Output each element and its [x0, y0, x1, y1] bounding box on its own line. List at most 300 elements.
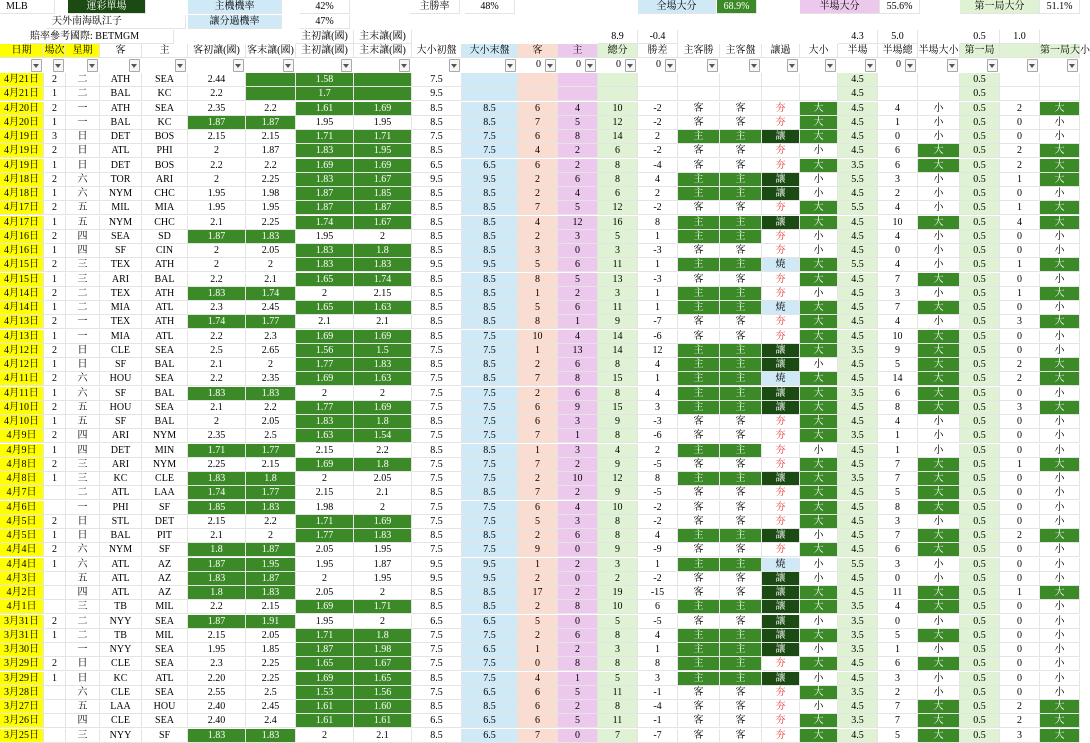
cell-away-score[interactable]: 7 [518, 201, 558, 215]
cell-date[interactable]: 4月14日 [0, 287, 44, 301]
cell-ou-result[interactable]: 小 [800, 672, 838, 686]
cell-half-line[interactable]: 5.5 [838, 258, 878, 272]
cell-total[interactable]: 13 [598, 273, 638, 287]
cell-away[interactable]: CLE [100, 714, 142, 728]
cell-total[interactable] [598, 87, 638, 101]
cell-win[interactable]: 客 [678, 102, 720, 116]
cell-home-score[interactable]: 1 [558, 315, 598, 329]
cell-spread-result[interactable]: 夯 [762, 700, 800, 714]
cell-cover[interactable]: 客 [720, 315, 762, 329]
cell-first-line[interactable]: 0.5 [960, 187, 1000, 201]
cell-away-init[interactable]: 2 [188, 144, 246, 158]
cell-home-close[interactable]: 1.85 [354, 187, 412, 201]
cell-date[interactable]: 4月19日 [0, 144, 44, 158]
cell-away-init[interactable]: 2 [188, 415, 246, 429]
cell-first-line[interactable]: 0.5 [960, 258, 1000, 272]
cell-weekday[interactable]: 二 [66, 615, 100, 629]
cell-win[interactable]: 主 [678, 600, 720, 614]
cell-ou-init[interactable]: 8.5 [412, 600, 462, 614]
cell-game[interactable]: 1 [44, 629, 66, 643]
cell-home-score[interactable]: 8 [558, 600, 598, 614]
cell-ou-result[interactable]: 小 [800, 358, 838, 372]
cell-date[interactable]: 4月18日 [0, 173, 44, 187]
cell-diff[interactable]: 4 [638, 629, 678, 643]
filter-button-date[interactable] [31, 59, 42, 72]
cell-first-line[interactable]: 0.5 [960, 102, 1000, 116]
cell-home-close[interactable]: 1.95 [354, 543, 412, 557]
cell-away-close[interactable]: 1.74 [246, 287, 296, 301]
cell-game[interactable]: 1 [44, 273, 66, 287]
cell-away[interactable]: MIL [100, 201, 142, 215]
cell-first-total[interactable]: 1 [1000, 201, 1040, 215]
cell-away[interactable]: BAL [100, 529, 142, 543]
cell-ou-result[interactable]: 大 [800, 201, 838, 215]
cell-home-close[interactable]: 2 [354, 501, 412, 515]
cell-diff[interactable] [638, 73, 678, 87]
cell-spread-result[interactable]: 讓 [762, 358, 800, 372]
cell-away-close[interactable]: 2.2 [246, 515, 296, 529]
cell-first-line[interactable]: 0.5 [960, 543, 1000, 557]
cell-home-score[interactable]: 2 [558, 486, 598, 500]
cell-ou-close[interactable]: 8.5 [462, 287, 518, 301]
cell-spread-result[interactable]: 讓 [762, 187, 800, 201]
cell-home[interactable]: SEA [142, 102, 188, 116]
cell-half-total[interactable]: 5 [878, 486, 918, 500]
cell-cover[interactable]: 主 [720, 401, 762, 415]
cell-away[interactable]: MIA [100, 301, 142, 315]
cell-win[interactable]: 主 [678, 387, 720, 401]
cell-ou-result[interactable]: 小 [800, 244, 838, 258]
cell-home[interactable]: DET [142, 515, 188, 529]
cell-away-init[interactable]: 2.2 [188, 87, 246, 101]
cell-half-ou[interactable]: 大 [918, 543, 960, 557]
cell-cover[interactable]: 客 [720, 330, 762, 344]
cell-ou-result[interactable]: 大 [800, 344, 838, 358]
cell-first-ou[interactable]: 大 [1040, 729, 1080, 743]
cell-win[interactable]: 客 [678, 515, 720, 529]
cell-total[interactable]: 8 [598, 529, 638, 543]
cell-home-close[interactable]: 1.60 [354, 700, 412, 714]
cell-game[interactable]: 1 [44, 415, 66, 429]
cell-ou-close[interactable]: 6.5 [462, 643, 518, 657]
cell-ou-result[interactable]: 大 [800, 258, 838, 272]
cell-first-ou[interactable]: 大 [1040, 714, 1080, 728]
cell-weekday[interactable]: 一 [66, 330, 100, 344]
cell-spread-result[interactable]: 焼 [762, 372, 800, 386]
cell-ou-result[interactable]: 大 [800, 543, 838, 557]
cell-home-init[interactable]: 2 [296, 387, 354, 401]
cell-date[interactable]: 4月11日 [0, 387, 44, 401]
cell-away[interactable]: MIA [100, 330, 142, 344]
cell-spread-result[interactable]: 夯 [762, 287, 800, 301]
cell-home-close[interactable] [354, 73, 412, 87]
cell-away-score[interactable]: 7 [518, 458, 558, 472]
cell-away-close[interactable]: 1.85 [246, 643, 296, 657]
cell-diff[interactable]: -1 [638, 714, 678, 728]
cell-date[interactable]: 4月20日 [0, 116, 44, 130]
cell-weekday[interactable]: 六 [66, 558, 100, 572]
cell-total[interactable]: 12 [598, 116, 638, 130]
cell-date[interactable]: 4月13日 [0, 330, 44, 344]
cell-home-init[interactable]: 2.05 [296, 543, 354, 557]
cell-home-score[interactable]: 4 [558, 330, 598, 344]
cell-home-close[interactable]: 1.67 [354, 657, 412, 671]
cell-ou-close[interactable]: 8.5 [462, 301, 518, 315]
cell-date[interactable]: 4月12日 [0, 358, 44, 372]
cell-half-ou[interactable]: 小 [918, 572, 960, 586]
cell-first-total[interactable]: 2 [1000, 102, 1040, 116]
cell-weekday[interactable]: 五 [66, 572, 100, 586]
cell-half-line[interactable]: 4.5 [838, 216, 878, 230]
cell-away-init[interactable]: 2.25 [188, 458, 246, 472]
cell-ou-result[interactable]: 大 [800, 330, 838, 344]
cell-half-ou[interactable]: 小 [918, 187, 960, 201]
cell-ou-close[interactable]: 8.5 [462, 187, 518, 201]
header-half-total[interactable]: 半場總 [878, 44, 918, 58]
cell-home-init[interactable]: 1.83 [296, 144, 354, 158]
cell-home-init[interactable]: 1.71 [296, 130, 354, 144]
cell-home-score[interactable] [558, 87, 598, 101]
cell-home-close[interactable]: 1.8 [354, 415, 412, 429]
cell-away[interactable]: TB [100, 629, 142, 643]
cell-first-ou[interactable]: 大 [1040, 102, 1080, 116]
cell-ou-init[interactable]: 7.5 [412, 401, 462, 415]
cell-away[interactable]: ARI [100, 458, 142, 472]
header-home[interactable]: 主 [142, 44, 188, 58]
cell-weekday[interactable]: 四 [66, 429, 100, 443]
cell-half-line[interactable]: 3.5 [838, 600, 878, 614]
cell-first-ou[interactable]: 小 [1040, 572, 1080, 586]
cell-date[interactable]: 4月3日 [0, 572, 44, 586]
cell-half-ou[interactable]: 大 [918, 401, 960, 415]
cell-total[interactable]: 11 [598, 686, 638, 700]
cell-home-init[interactable]: 1.87 [296, 201, 354, 215]
cell-win[interactable]: 客 [678, 586, 720, 600]
cell-weekday[interactable]: 二 [66, 301, 100, 315]
cell-ou-result[interactable]: 小 [800, 643, 838, 657]
cell-spread-result[interactable]: 焼 [762, 558, 800, 572]
header-first-total[interactable] [1000, 44, 1040, 58]
cell-first-line[interactable]: 0.5 [960, 230, 1000, 244]
cell-ou-init[interactable]: 8.5 [412, 586, 462, 600]
cell-spread-result[interactable]: 夯 [762, 486, 800, 500]
cell-half-total[interactable]: 3 [878, 287, 918, 301]
cell-first-ou[interactable]: 小 [1040, 415, 1080, 429]
cell-spread-result[interactable]: 夯 [762, 729, 800, 743]
cell-ou-close[interactable]: 7.5 [462, 344, 518, 358]
cell-date[interactable]: 4月14日 [0, 301, 44, 315]
cell-away-score[interactable]: 6 [518, 501, 558, 515]
cell-spread-result[interactable]: 讓 [762, 387, 800, 401]
cell-first-total[interactable]: 0 [1000, 486, 1040, 500]
cell-away[interactable]: KC [100, 472, 142, 486]
cell-first-total[interactable] [1000, 87, 1040, 101]
cell-diff[interactable]: 1 [638, 643, 678, 657]
cell-first-total[interactable]: 0 [1000, 672, 1040, 686]
cell-home[interactable]: SEA [142, 344, 188, 358]
cell-first-total[interactable]: 0 [1000, 187, 1040, 201]
cell-first-total[interactable]: 0 [1000, 116, 1040, 130]
header-away-init[interactable]: 客初讓(國) [188, 44, 246, 58]
cell-away-close[interactable]: 2.25 [246, 672, 296, 686]
cell-game[interactable]: 1 [44, 387, 66, 401]
cell-away-init[interactable]: 2.40 [188, 700, 246, 714]
cell-ou-close[interactable]: 7.5 [462, 401, 518, 415]
cell-home-score[interactable] [558, 73, 598, 87]
cell-date[interactable]: 4月15日 [0, 273, 44, 287]
cell-ou-result[interactable]: 大 [800, 301, 838, 315]
cell-half-total[interactable]: 0 [878, 572, 918, 586]
cell-first-line[interactable]: 0.5 [960, 287, 1000, 301]
cell-half-ou[interactable]: 大 [918, 486, 960, 500]
cell-home-close[interactable]: 1.69 [354, 330, 412, 344]
cell-date[interactable]: 4月19日 [0, 159, 44, 173]
cell-cover[interactable]: 客 [720, 144, 762, 158]
filter-button-ou-result[interactable] [825, 59, 836, 72]
cell-home[interactable]: ARI [142, 173, 188, 187]
cell-spread-result[interactable]: 夯 [762, 444, 800, 458]
cell-spread-result[interactable]: 夯 [762, 201, 800, 215]
cell-ou-init[interactable]: 8.5 [412, 102, 462, 116]
cell-total[interactable]: 6 [598, 187, 638, 201]
cell-first-line[interactable]: 0.5 [960, 130, 1000, 144]
cell-diff[interactable]: -2 [638, 501, 678, 515]
cell-first-total[interactable]: 1 [1000, 287, 1040, 301]
cell-away-init[interactable]: 2.2 [188, 372, 246, 386]
cell-home-score[interactable]: 0 [558, 572, 598, 586]
cell-total[interactable]: 9 [598, 415, 638, 429]
cell-weekday[interactable]: 日 [66, 130, 100, 144]
cell-win[interactable]: 主 [678, 358, 720, 372]
cell-ou-result[interactable]: 大 [800, 387, 838, 401]
cell-half-total[interactable] [878, 73, 918, 87]
cell-home[interactable]: SEA [142, 615, 188, 629]
cell-cover[interactable]: 主 [720, 216, 762, 230]
cell-home-close[interactable]: 1.8 [354, 629, 412, 643]
cell-diff[interactable]: 4 [638, 387, 678, 401]
cell-weekday[interactable]: 五 [66, 700, 100, 714]
cell-spread-result[interactable]: 讓 [762, 216, 800, 230]
cell-cover[interactable]: 客 [720, 501, 762, 515]
cell-half-line[interactable]: 3.5 [838, 629, 878, 643]
cell-date[interactable]: 4月4日 [0, 543, 44, 557]
cell-game[interactable] [44, 714, 66, 728]
cell-ou-result[interactable]: 大 [800, 415, 838, 429]
cell-ou-init[interactable]: 6.5 [412, 159, 462, 173]
cell-ou-init[interactable]: 9.5 [412, 258, 462, 272]
cell-home-score[interactable]: 6 [558, 358, 598, 372]
cell-away[interactable]: KC [100, 672, 142, 686]
cell-home-score[interactable]: 1 [558, 672, 598, 686]
cell-diff[interactable]: 2 [638, 130, 678, 144]
cell-ou-result[interactable]: 大 [800, 102, 838, 116]
cell-ou-init[interactable]: 8.5 [412, 729, 462, 743]
cell-ou-init[interactable]: 6.5 [412, 615, 462, 629]
header-diff[interactable]: 勝差 [638, 44, 678, 58]
cell-first-ou[interactable]: 大 [1040, 159, 1080, 173]
cell-first-ou[interactable]: 小 [1040, 444, 1080, 458]
cell-half-ou[interactable]: 大 [918, 330, 960, 344]
cell-diff[interactable]: 1 [638, 301, 678, 315]
cell-half-line[interactable]: 4.5 [838, 315, 878, 329]
cell-spread-result[interactable]: 夯 [762, 657, 800, 671]
cell-home-init[interactable]: 1.83 [296, 258, 354, 272]
cell-home-init[interactable]: 1.63 [296, 429, 354, 443]
cell-game[interactable]: 1 [44, 330, 66, 344]
cell-half-total[interactable]: 14 [878, 372, 918, 386]
cell-win[interactable]: 客 [678, 700, 720, 714]
cell-away-close[interactable]: 1.83 [246, 230, 296, 244]
cell-cover[interactable]: 客 [720, 201, 762, 215]
cell-half-line[interactable]: 3.5 [838, 643, 878, 657]
cell-first-ou[interactable]: 小 [1040, 686, 1080, 700]
cell-win[interactable]: 客 [678, 201, 720, 215]
cell-away-score[interactable]: 6 [518, 401, 558, 415]
cell-cover[interactable]: 客 [720, 415, 762, 429]
cell-half-line[interactable]: 3.5 [838, 387, 878, 401]
cell-away-close[interactable]: 1.77 [246, 315, 296, 329]
cell-first-line[interactable]: 0.5 [960, 700, 1000, 714]
cell-home-init[interactable]: 1.77 [296, 529, 354, 543]
cell-home-score[interactable]: 9 [558, 401, 598, 415]
cell-home-close[interactable]: 2.15 [354, 287, 412, 301]
cell-win[interactable]: 客 [678, 330, 720, 344]
header-away-close[interactable]: 客末讓(國) [246, 44, 296, 58]
cell-total[interactable]: 11 [598, 301, 638, 315]
cell-away[interactable]: STL [100, 515, 142, 529]
cell-cover[interactable]: 客 [720, 586, 762, 600]
cell-total[interactable]: 16 [598, 216, 638, 230]
cell-first-ou[interactable]: 小 [1040, 116, 1080, 130]
cell-home-close[interactable]: 1.8 [354, 244, 412, 258]
cell-game[interactable] [44, 586, 66, 600]
cell-away-init[interactable]: 2.2 [188, 273, 246, 287]
cell-away[interactable]: DET [100, 444, 142, 458]
cell-first-line[interactable]: 0.5 [960, 273, 1000, 287]
cell-first-total[interactable]: 0 [1000, 472, 1040, 486]
cell-diff[interactable]: -2 [638, 201, 678, 215]
cell-diff[interactable]: 1 [638, 287, 678, 301]
cell-half-line[interactable]: 4.5 [838, 657, 878, 671]
cell-first-total[interactable]: 3 [1000, 729, 1040, 743]
cell-ou-result[interactable]: 大 [800, 372, 838, 386]
cell-home-close[interactable]: 1.56 [354, 686, 412, 700]
cell-away-score[interactable]: 4 [518, 144, 558, 158]
cell-away[interactable]: TEX [100, 315, 142, 329]
header-first-ou[interactable]: 第一局大小 [1040, 45, 1090, 56]
cell-total[interactable]: 9 [598, 458, 638, 472]
cell-home-close[interactable]: 1.83 [354, 529, 412, 543]
cell-date[interactable]: 3月30日 [0, 643, 44, 657]
cell-ou-init[interactable]: 7.5 [412, 130, 462, 144]
cell-away-init[interactable]: 1.87 [188, 116, 246, 130]
cell-spread-result[interactable]: 夯 [762, 159, 800, 173]
cell-ou-close[interactable]: 7.5 [462, 657, 518, 671]
cell-away[interactable]: ATL [100, 558, 142, 572]
cell-half-line[interactable]: 5.5 [838, 558, 878, 572]
cell-half-ou[interactable]: 小 [918, 258, 960, 272]
cell-diff[interactable]: 4 [638, 358, 678, 372]
cell-half-total[interactable]: 5 [878, 358, 918, 372]
cell-win[interactable]: 主 [678, 130, 720, 144]
cell-home-close[interactable]: 1.65 [354, 672, 412, 686]
cell-home-score[interactable]: 1 [558, 429, 598, 443]
cell-home-score[interactable]: 6 [558, 301, 598, 315]
cell-away-close[interactable]: 2.25 [246, 173, 296, 187]
cell-spread-result[interactable]: 夯 [762, 429, 800, 443]
cell-ou-result[interactable]: 小 [800, 230, 838, 244]
cell-total[interactable]: 10 [598, 600, 638, 614]
cell-first-line[interactable]: 0.5 [960, 714, 1000, 728]
cell-away-init[interactable]: 1.85 [188, 501, 246, 515]
cell-diff[interactable]: -2 [638, 572, 678, 586]
cell-home-init[interactable]: 1.95 [296, 116, 354, 130]
cell-cover[interactable]: 主 [720, 287, 762, 301]
cell-weekday[interactable]: 一 [66, 315, 100, 329]
cell-home-close[interactable]: 1.98 [354, 643, 412, 657]
cell-first-total[interactable]: 1 [1000, 173, 1040, 187]
cell-home-init[interactable]: 2.1 [296, 315, 354, 329]
cell-cover[interactable]: 客 [720, 700, 762, 714]
cell-date[interactable]: 4月6日 [0, 501, 44, 515]
cell-total[interactable]: 9 [598, 315, 638, 329]
cell-away-score[interactable]: 7 [518, 486, 558, 500]
cell-cover[interactable]: 客 [720, 273, 762, 287]
cell-ou-init[interactable]: 7.5 [412, 686, 462, 700]
cell-diff[interactable]: 12 [638, 344, 678, 358]
cell-total[interactable]: 10 [598, 501, 638, 515]
cell-spread-result[interactable]: 夯 [762, 102, 800, 116]
cell-home-init[interactable]: 1.74 [296, 216, 354, 230]
cell-away-close[interactable]: 2.15 [246, 130, 296, 144]
cell-first-total[interactable]: 0 [1000, 415, 1040, 429]
cell-away-init[interactable]: 2 [188, 258, 246, 272]
cell-cover[interactable]: 主 [720, 130, 762, 144]
cell-spread-result[interactable]: 夯 [762, 273, 800, 287]
cell-home-close[interactable]: 1.5 [354, 344, 412, 358]
cell-away-init[interactable]: 1.83 [188, 472, 246, 486]
cell-home-init[interactable]: 1.69 [296, 372, 354, 386]
cell-home-score[interactable]: 0 [558, 729, 598, 743]
cell-date[interactable]: 3月29日 [0, 672, 44, 686]
cell-half-total[interactable]: 11 [878, 586, 918, 600]
cell-home-init[interactable]: 2 [296, 729, 354, 743]
cell-ou-init[interactable]: 7.5 [412, 543, 462, 557]
cell-cover[interactable]: 主 [720, 187, 762, 201]
cell-home-close[interactable]: 1.87 [354, 201, 412, 215]
cell-half-total[interactable]: 4 [878, 600, 918, 614]
cell-game[interactable]: 1 [44, 444, 66, 458]
cell-home[interactable]: HOU [142, 700, 188, 714]
cell-home-init[interactable]: 1.71 [296, 629, 354, 643]
cell-home[interactable]: SEA [142, 73, 188, 87]
cell-half-line[interactable]: 4.5 [838, 301, 878, 315]
cell-home-score[interactable]: 0 [558, 543, 598, 557]
cell-home[interactable]: BAL [142, 273, 188, 287]
cell-date[interactable]: 4月16日 [0, 230, 44, 244]
cell-half-line[interactable]: 3.5 [838, 429, 878, 443]
cell-ou-result[interactable]: 小 [800, 700, 838, 714]
cell-diff[interactable]: -3 [638, 244, 678, 258]
cell-home-close[interactable]: 1.95 [354, 572, 412, 586]
cell-date[interactable]: 3月27日 [0, 700, 44, 714]
cell-first-line[interactable]: 0.5 [960, 501, 1000, 515]
cell-game[interactable]: 1 [44, 216, 66, 230]
cell-home-init[interactable]: 2 [296, 287, 354, 301]
cell-half-ou[interactable]: 小 [918, 643, 960, 657]
cell-home-close[interactable]: 1.95 [354, 116, 412, 130]
cell-first-total[interactable]: 0 [1000, 501, 1040, 515]
